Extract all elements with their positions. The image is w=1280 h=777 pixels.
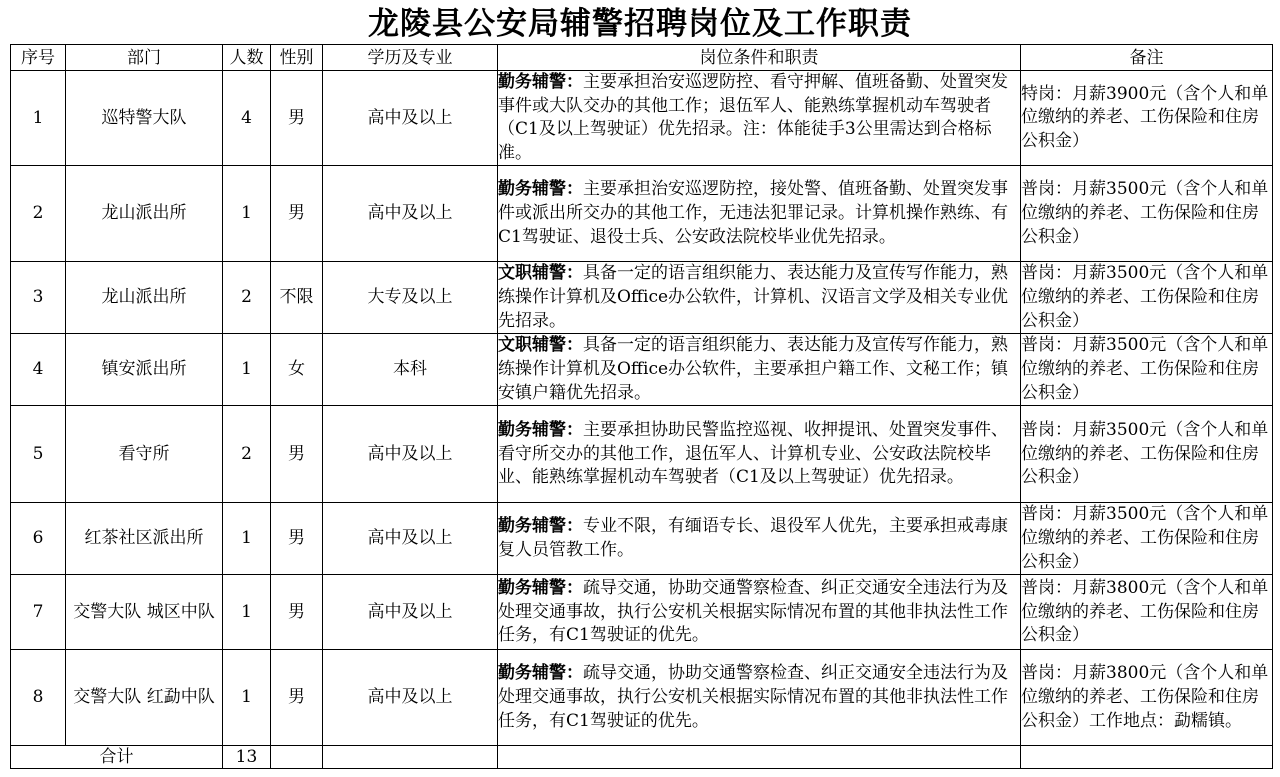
cell-gender: 男: [271, 650, 323, 746]
duty-kind: 勤务辅警：: [498, 516, 583, 537]
cell-gender: 男: [271, 406, 323, 503]
table-row: [11, 262, 1273, 334]
duty-kind: 文职辅警：: [498, 263, 583, 284]
cell-duty: [498, 406, 1021, 503]
cell-seq: 6: [11, 503, 66, 575]
duty-text: 疏导交通，协助交通警察检查、纠正交通安全违法行为及处理交通事故，执行公安机关根据实际情况布置的其他非执法性工作任务，有C1驾驶证的优先。: [498, 663, 1008, 731]
header-row: [11, 45, 1273, 71]
duty-kind: 勤务辅警：: [498, 419, 583, 440]
cell-duty: [498, 650, 1021, 746]
cell-note: 特岗：月薪3900元（含个人和单位缴纳的养老、工伤保险和住房公积金）: [1021, 71, 1273, 166]
table-row: [11, 406, 1273, 503]
cell-count: 4: [223, 71, 271, 166]
cell-gender: 女: [271, 334, 323, 406]
duty-text: 主要承担协助民警监控巡视、收押提讯、处置突发事件、看守所交办的其他工作，退伍军人、计算机专业、公安政法院校毕业、能熟练掌握机动车驾驶者（C1及以上驾驶证）优先招录。: [498, 419, 1008, 488]
duty-text: 主要承担治安巡逻防控、看守押解、值班备勤、处置突发事件或大队交办的其他工作；退伍军人、能熟练掌握机动车驾驶者（C1及以上驾驶证）优先招录。注：体能徒手3公里需达到合格标准。: [498, 72, 1008, 163]
cell-seq: 5: [11, 406, 66, 503]
cell-dept: 交警大队 红勐中队: [66, 650, 223, 746]
table-row: [11, 166, 1273, 262]
cell-dept: 镇安派出所: [66, 334, 223, 406]
cell-count: 1: [223, 503, 271, 575]
table-row: [11, 71, 1273, 166]
total-empty-cell: [271, 746, 323, 769]
cell-dept: 巡特警大队: [66, 71, 223, 166]
cell-note: 普岗：月薪3800元（含个人和单位缴纳的养老、工伤保险和住房公积金）工作地点：勐糯镇。: [1021, 650, 1273, 746]
total-empty-cell: [323, 746, 498, 769]
cell-duty: [498, 575, 1021, 650]
duty-kind: 勤务辅警：: [498, 577, 583, 598]
cell-dept: 龙山派出所: [66, 262, 223, 334]
table-row: [11, 334, 1273, 406]
duty-text: 疏导交通，协助交通警察检查、纠正交通安全违法行为及处理交通事故，执行公安机关根据实际情况布置的其他非执法性工作任务，有C1驾驶证的优先。: [498, 577, 1008, 646]
cell-duty: [498, 166, 1021, 262]
cell-count: 2: [223, 406, 271, 503]
cell-note: 普岗：月薪3800元（含个人和单位缴纳的养老、工伤保险和住房公积金）: [1021, 575, 1273, 650]
cell-duty: [498, 71, 1021, 166]
cell-seq: 8: [11, 650, 66, 746]
cell-note: 普岗：月薪3500元（含个人和单位缴纳的养老、工伤保险和住房公积金）: [1021, 262, 1273, 334]
cell-note: 普岗：月薪3500元（含个人和单位缴纳的养老、工伤保险和住房公积金）: [1021, 166, 1273, 262]
cell-note: 普岗：月薪3500元（含个人和单位缴纳的养老、工伤保险和住房公积金）: [1021, 334, 1273, 406]
cell-edu: 高中及以上: [323, 575, 498, 650]
cell-dept: 看守所: [66, 406, 223, 503]
total-empty-cell: [1021, 746, 1273, 769]
cell-edu: 高中及以上: [323, 166, 498, 262]
cell-gender: 不限: [271, 262, 323, 334]
cell-count: 1: [223, 166, 271, 262]
cell-count: 2: [223, 262, 271, 334]
header-count: 人数: [223, 45, 271, 71]
cell-dept: 红茶社区派出所: [66, 503, 223, 575]
cell-duty: [498, 334, 1021, 406]
cell-edu: 高中及以上: [323, 650, 498, 746]
table-row: [11, 650, 1273, 746]
document-title: 龙陵县公安局辅警招聘岗位及工作职责: [368, 6, 912, 42]
cell-edu: 本科: [323, 334, 498, 406]
table-row: [11, 575, 1273, 650]
cell-dept: 交警大队 城区中队: [66, 575, 223, 650]
duty-text: 专业不限，有缅语专长、退役军人优先，主要承担戒毒康复人员管教工作。: [498, 516, 1008, 560]
cell-edu: 大专及以上: [323, 262, 498, 334]
header-seq: 序号: [11, 45, 66, 71]
duty-kind: 文职辅警：: [498, 335, 583, 356]
cell-note: 普岗：月薪3500元（含个人和单位缴纳的养老、工伤保险和住房公积金）: [1021, 503, 1273, 575]
duty-kind: 勤务辅警：: [498, 72, 583, 92]
header-note: 备注: [1021, 45, 1273, 71]
cell-count: 1: [223, 575, 271, 650]
cell-seq: 4: [11, 334, 66, 406]
cell-count: 1: [223, 650, 271, 746]
cell-edu: 高中及以上: [323, 406, 498, 503]
total-label: 合计: [11, 746, 223, 769]
cell-dept: 龙山派出所: [66, 166, 223, 262]
cell-seq: 1: [11, 71, 66, 166]
duty-text: 具备一定的语言组织能力、表达能力及宣传写作能力，熟练操作计算机及Office办公软件，计算机、汉语言文学及相关专业优先招录。: [498, 263, 1009, 331]
duty-text: 具备一定的语言组织能力、表达能力及宣传写作能力，熟练操作计算机及Office办公软件，主要承担户籍工作、文秘工作；镇安镇户籍优先招录。: [498, 335, 1009, 403]
cell-duty: [498, 503, 1021, 575]
cell-gender: 男: [271, 575, 323, 650]
header-duty: 岗位条件和职责: [498, 45, 1021, 71]
total-empty-cell: [498, 746, 1021, 769]
cell-seq: 3: [11, 262, 66, 334]
header-dept: 部门: [66, 45, 223, 71]
table-row: [11, 503, 1273, 575]
cell-gender: 男: [271, 503, 323, 575]
duty-kind: 勤务辅警：: [498, 663, 583, 684]
total-count: 13: [223, 746, 271, 769]
cell-edu: 高中及以上: [323, 503, 498, 575]
cell-seq: 7: [11, 575, 66, 650]
cell-edu: 高中及以上: [323, 71, 498, 166]
cell-duty: [498, 262, 1021, 334]
cell-count: 1: [223, 334, 271, 406]
header-edu: 学历及专业: [323, 45, 498, 71]
duty-kind: 勤务辅警：: [498, 179, 583, 200]
cell-gender: 男: [271, 71, 323, 166]
cell-gender: 男: [271, 166, 323, 262]
recruitment-table: [10, 44, 1273, 769]
duty-text: 主要承担治安巡逻防控，接处警、值班备勤、处置突发事件或派出所交办的其他工作，无违法犯罪记录。计算机操作熟练、有C1驾驶证、退役士兵、公安政法院校毕业优先招录。: [498, 179, 1008, 247]
cell-note: 普岗：月薪3500元（含个人和单位缴纳的养老、工伤保险和住房公积金）: [1021, 406, 1273, 503]
header-gender: 性别: [271, 45, 323, 71]
total-row: [11, 746, 1273, 769]
cell-seq: 2: [11, 166, 66, 262]
